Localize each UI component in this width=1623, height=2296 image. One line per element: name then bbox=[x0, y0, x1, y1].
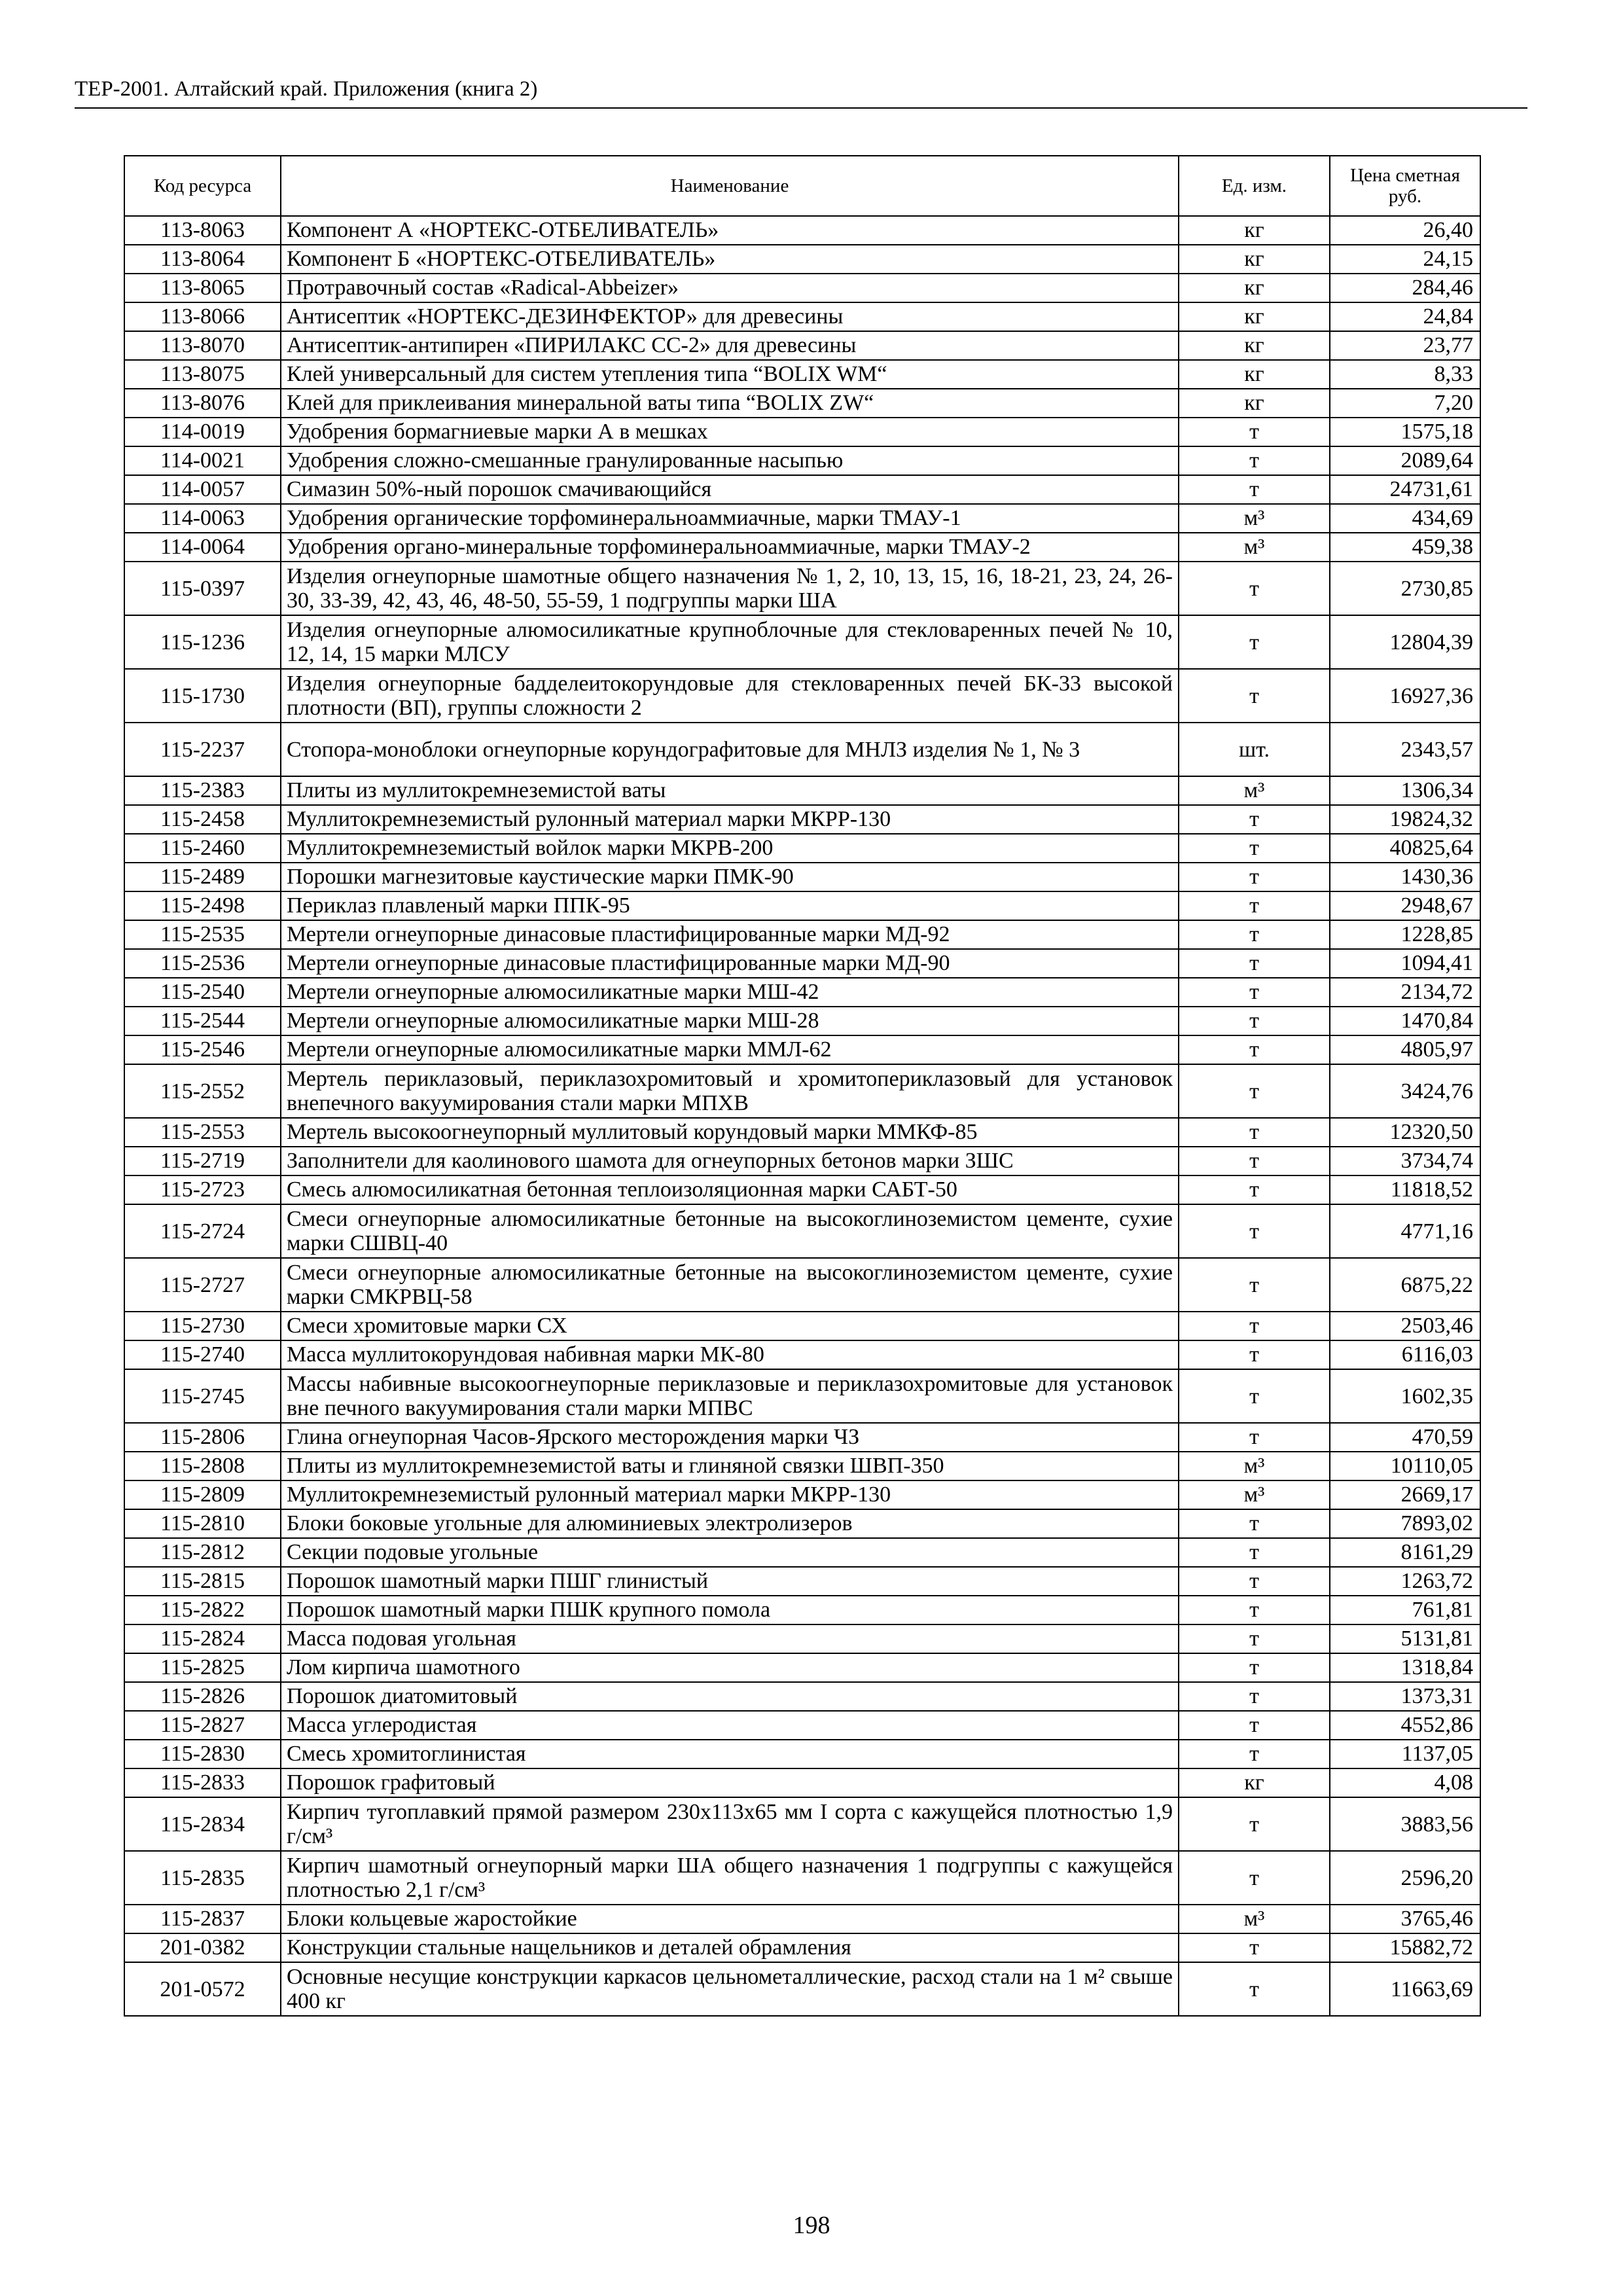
resource-name-cell: Кирпич шамотный огнеупорный марки ША общего назначения 1 подгруппы с кажущейся плотностью 2,1 г/см³ bbox=[281, 1851, 1179, 1905]
resource-code-cell: 115-2822 bbox=[124, 1596, 281, 1624]
price-cell: 5131,81 bbox=[1330, 1624, 1480, 1653]
resource-name-cell: Муллитокремнеземистый рулонный материал марки МКРР-130 bbox=[281, 805, 1179, 834]
unit-cell: т bbox=[1179, 1933, 1330, 1962]
unit-cell: т bbox=[1179, 1340, 1330, 1369]
column-header-price: Цена сметная руб. bbox=[1330, 156, 1480, 216]
table-row bbox=[124, 1768, 1480, 1797]
price-cell: 4,08 bbox=[1330, 1768, 1480, 1797]
running-header bbox=[75, 76, 1527, 109]
price-cell: 24,15 bbox=[1330, 245, 1480, 274]
unit-cell: т bbox=[1179, 1509, 1330, 1538]
unit-cell: т bbox=[1179, 1204, 1330, 1258]
resource-code-cell: 114-0019 bbox=[124, 418, 281, 446]
resource-name-cell: Муллитокремнеземистый войлок марки МКРВ-200 bbox=[281, 834, 1179, 863]
resource-name-cell: Стопора-моноблоки огнеупорные корундографитовые для МНЛЗ изделия № 1, № 3 bbox=[281, 723, 1179, 776]
table-row bbox=[124, 805, 1480, 834]
table-row bbox=[124, 669, 1480, 723]
table-row bbox=[124, 1118, 1480, 1147]
document-title: ТЕР-2001. Алтайский край. Приложения (книга 2) bbox=[75, 77, 538, 101]
table-row bbox=[124, 1064, 1480, 1118]
price-table-container bbox=[124, 155, 1480, 2017]
resource-name-cell: Симазин 50%-ный порошок смачивающийся bbox=[281, 475, 1179, 504]
unit-cell: т bbox=[1179, 1007, 1330, 1035]
table-row bbox=[124, 1851, 1480, 1905]
price-cell: 1137,05 bbox=[1330, 1740, 1480, 1768]
resource-name-cell: Порошок шамотный марки ПШК крупного помола bbox=[281, 1596, 1179, 1624]
unit-cell: т bbox=[1179, 562, 1330, 615]
price-cell: 7,20 bbox=[1330, 389, 1480, 418]
unit-cell: т bbox=[1179, 1064, 1330, 1118]
price-cell: 10110,05 bbox=[1330, 1452, 1480, 1480]
price-cell: 11663,69 bbox=[1330, 1962, 1480, 2016]
resource-name-cell: Мертели огнеупорные алюмосиликатные марки ММЛ-62 bbox=[281, 1035, 1179, 1064]
price-cell: 1318,84 bbox=[1330, 1653, 1480, 1682]
table-row bbox=[124, 533, 1480, 562]
resource-name-cell: Порошок шамотный марки ПШГ глинистый bbox=[281, 1567, 1179, 1596]
resource-name-cell: Мертель периклазовый, периклазохромитовый и хромитопериклазовый для установок внепечного вакуумирования стали марки МПХВ bbox=[281, 1064, 1179, 1118]
resource-name-cell: Смесь хромитоглинистая bbox=[281, 1740, 1179, 1768]
table-row bbox=[124, 1797, 1480, 1851]
price-cell: 3424,76 bbox=[1330, 1064, 1480, 1118]
price-cell: 6875,22 bbox=[1330, 1258, 1480, 1312]
unit-cell: кг bbox=[1179, 389, 1330, 418]
resource-code-cell: 115-2719 bbox=[124, 1147, 281, 1175]
price-cell: 15882,72 bbox=[1330, 1933, 1480, 1962]
unit-cell: м³ bbox=[1179, 504, 1330, 533]
resource-name-cell: Смесь алюмосиликатная бетонная теплоизоляционная марки САБТ-50 bbox=[281, 1175, 1179, 1204]
price-cell: 8,33 bbox=[1330, 360, 1480, 389]
unit-cell: т bbox=[1179, 920, 1330, 949]
price-cell: 1430,36 bbox=[1330, 863, 1480, 891]
resource-code-cell: 115-2498 bbox=[124, 891, 281, 920]
resource-name-cell: Муллитокремнеземистый рулонный материал марки МКРР-130 bbox=[281, 1480, 1179, 1509]
resource-code-cell: 115-2546 bbox=[124, 1035, 281, 1064]
resource-code-cell: 115-2825 bbox=[124, 1653, 281, 1682]
price-cell: 23,77 bbox=[1330, 331, 1480, 360]
resource-name-cell: Массы набивные высокоогнеупорные периклазовые и периклазохромитовые для установок вне печного вакуумирования стали марки МПВС bbox=[281, 1369, 1179, 1423]
table-row bbox=[124, 245, 1480, 274]
unit-cell: т bbox=[1179, 615, 1330, 669]
unit-cell: т bbox=[1179, 418, 1330, 446]
table-row bbox=[124, 920, 1480, 949]
price-cell: 434,69 bbox=[1330, 504, 1480, 533]
resource-name-cell: Смеси хромитовые марки СХ bbox=[281, 1312, 1179, 1340]
unit-cell: т bbox=[1179, 1423, 1330, 1452]
resource-name-cell: Удобрения органо-минеральные торфоминеральноаммиачные, марки ТМАУ-2 bbox=[281, 533, 1179, 562]
resource-code-cell: 201-0382 bbox=[124, 1933, 281, 1962]
unit-cell: кг bbox=[1179, 1768, 1330, 1797]
resource-name-cell: Смеси огнеупорные алюмосиликатные бетонные на высокоглиноземистом цементе, сухие марки СМКРВЦ-58 bbox=[281, 1258, 1179, 1312]
unit-cell: т bbox=[1179, 1147, 1330, 1175]
price-cell: 1575,18 bbox=[1330, 418, 1480, 446]
resource-code-cell: 113-8070 bbox=[124, 331, 281, 360]
resource-code-cell: 115-2830 bbox=[124, 1740, 281, 1768]
table-row bbox=[124, 1147, 1480, 1175]
resource-code-cell: 115-2827 bbox=[124, 1711, 281, 1740]
unit-cell: т bbox=[1179, 1851, 1330, 1905]
table-row bbox=[124, 389, 1480, 418]
resource-name-cell: Удобрения органические торфоминеральноаммиачные, марки ТМАУ-1 bbox=[281, 504, 1179, 533]
resource-code-cell: 115-2727 bbox=[124, 1258, 281, 1312]
resource-code-cell: 115-2460 bbox=[124, 834, 281, 863]
unit-cell: т bbox=[1179, 949, 1330, 978]
resource-name-cell: Порошок диатомитовый bbox=[281, 1682, 1179, 1711]
resource-code-cell: 113-8066 bbox=[124, 302, 281, 331]
resource-code-cell: 114-0064 bbox=[124, 533, 281, 562]
resource-code-cell: 113-8075 bbox=[124, 360, 281, 389]
table-header-row bbox=[124, 156, 1480, 216]
resource-code-cell: 115-2535 bbox=[124, 920, 281, 949]
table-row bbox=[124, 1369, 1480, 1423]
resource-name-cell: Компонент А «НОРТЕКС-ОТБЕЛИВАТЕЛЬ» bbox=[281, 216, 1179, 245]
price-cell: 6116,03 bbox=[1330, 1340, 1480, 1369]
table-row bbox=[124, 331, 1480, 360]
resource-code-cell: 115-2544 bbox=[124, 1007, 281, 1035]
price-cell: 40825,64 bbox=[1330, 834, 1480, 863]
unit-cell: т bbox=[1179, 1538, 1330, 1567]
table-row bbox=[124, 1653, 1480, 1682]
resource-code-cell: 115-2489 bbox=[124, 863, 281, 891]
resource-code-cell: 113-8076 bbox=[124, 389, 281, 418]
resource-name-cell: Мертели огнеупорные динасовые пластифицированные марки МД-90 bbox=[281, 949, 1179, 978]
table-row bbox=[124, 1682, 1480, 1711]
resource-name-cell: Изделия огнеупорные бадделеитокорундовые для стекловаренных печей БК-33 высокой плотности (ВП), группы сложности 2 bbox=[281, 669, 1179, 723]
table-row bbox=[124, 1740, 1480, 1768]
table-row bbox=[124, 1452, 1480, 1480]
unit-cell: т bbox=[1179, 863, 1330, 891]
unit-cell: м³ bbox=[1179, 1905, 1330, 1933]
resource-name-cell: Блоки боковые угольные для алюминиевых электролизеров bbox=[281, 1509, 1179, 1538]
resource-code-cell: 115-2810 bbox=[124, 1509, 281, 1538]
price-cell: 2948,67 bbox=[1330, 891, 1480, 920]
resource-name-cell: Клей универсальный для систем утепления типа “BOLIX WM“ bbox=[281, 360, 1179, 389]
table-row bbox=[124, 891, 1480, 920]
price-cell: 2669,17 bbox=[1330, 1480, 1480, 1509]
unit-cell: кг bbox=[1179, 216, 1330, 245]
table-row bbox=[124, 1204, 1480, 1258]
resource-code-cell: 113-8064 bbox=[124, 245, 281, 274]
price-cell: 470,59 bbox=[1330, 1423, 1480, 1452]
unit-cell: шт. bbox=[1179, 723, 1330, 776]
resource-code-cell: 115-2745 bbox=[124, 1369, 281, 1423]
table-row bbox=[124, 1423, 1480, 1452]
resource-name-cell: Протравочный состав «Radical-Abbeizer» bbox=[281, 274, 1179, 302]
table-row bbox=[124, 1312, 1480, 1340]
unit-cell: т bbox=[1179, 805, 1330, 834]
resource-name-cell: Периклаз плавленый марки ППК-95 bbox=[281, 891, 1179, 920]
resource-code-cell: 115-2553 bbox=[124, 1118, 281, 1147]
unit-cell: кг bbox=[1179, 360, 1330, 389]
resource-name-cell: Изделия огнеупорные алюмосиликатные крупноблочные для стекловаренных печей № 10, 12, 14, 15 марки МЛСУ bbox=[281, 615, 1179, 669]
resource-name-cell: Масса муллитокорундовая набивная марки МК-80 bbox=[281, 1340, 1179, 1369]
table-row bbox=[124, 1567, 1480, 1596]
table-row bbox=[124, 1480, 1480, 1509]
resource-name-cell: Мертель высокоогнеупорный муллитовый корундовый марки ММКФ-85 bbox=[281, 1118, 1179, 1147]
resource-name-cell: Мертели огнеупорные алюмосиликатные марки МШ-42 bbox=[281, 978, 1179, 1007]
resource-code-cell: 115-0397 bbox=[124, 562, 281, 615]
unit-cell: т bbox=[1179, 978, 1330, 1007]
column-header-unit: Ед. изм. bbox=[1179, 156, 1330, 216]
unit-cell: кг bbox=[1179, 274, 1330, 302]
resource-name-cell: Конструкции стальные нащельников и деталей обрамления bbox=[281, 1933, 1179, 1962]
price-cell: 4552,86 bbox=[1330, 1711, 1480, 1740]
resource-name-cell: Порошок графитовый bbox=[281, 1768, 1179, 1797]
resource-code-cell: 115-2815 bbox=[124, 1567, 281, 1596]
price-cell: 1094,41 bbox=[1330, 949, 1480, 978]
resource-code-cell: 115-2812 bbox=[124, 1538, 281, 1567]
resource-name-cell: Глина огнеупорная Часов-Ярского месторождения марки ЧЗ bbox=[281, 1423, 1179, 1452]
resource-name-cell: Масса углеродистая bbox=[281, 1711, 1179, 1740]
unit-cell: т bbox=[1179, 1797, 1330, 1851]
resource-code-cell: 115-2824 bbox=[124, 1624, 281, 1653]
table-row bbox=[124, 1596, 1480, 1624]
resource-code-cell: 115-2237 bbox=[124, 723, 281, 776]
resource-code-cell: 115-2383 bbox=[124, 776, 281, 805]
table-row bbox=[124, 360, 1480, 389]
unit-cell: т bbox=[1179, 475, 1330, 504]
resource-name-cell: Заполнители для каолинового шамота для огнеупорных бетонов марки ЗШС bbox=[281, 1147, 1179, 1175]
unit-cell: т bbox=[1179, 1567, 1330, 1596]
table-row bbox=[124, 302, 1480, 331]
price-cell: 3734,74 bbox=[1330, 1147, 1480, 1175]
page-number: 198 bbox=[793, 2212, 830, 2239]
resource-code-cell: 115-2536 bbox=[124, 949, 281, 978]
unit-cell: т bbox=[1179, 1118, 1330, 1147]
unit-cell: кг bbox=[1179, 245, 1330, 274]
resource-name-cell: Масса подовая угольная bbox=[281, 1624, 1179, 1653]
price-cell: 1470,84 bbox=[1330, 1007, 1480, 1035]
table-row bbox=[124, 475, 1480, 504]
table-row bbox=[124, 446, 1480, 475]
table-row bbox=[124, 1538, 1480, 1567]
table-row bbox=[124, 562, 1480, 615]
unit-cell: т bbox=[1179, 1369, 1330, 1423]
resource-name-cell: Удобрения сложно-смешанные гранулированные насыпью bbox=[281, 446, 1179, 475]
price-cell: 16927,36 bbox=[1330, 669, 1480, 723]
resource-code-cell: 115-2837 bbox=[124, 1905, 281, 1933]
resource-name-cell: Блоки кольцевые жаростойкие bbox=[281, 1905, 1179, 1933]
unit-cell: т bbox=[1179, 1596, 1330, 1624]
table-row bbox=[124, 863, 1480, 891]
resource-code-cell: 115-2806 bbox=[124, 1423, 281, 1452]
unit-cell: м³ bbox=[1179, 1452, 1330, 1480]
price-cell: 26,40 bbox=[1330, 216, 1480, 245]
resource-name-cell: Компонент Б «НОРТЕКС-ОТБЕЛИВАТЕЛЬ» bbox=[281, 245, 1179, 274]
unit-cell: т bbox=[1179, 1624, 1330, 1653]
unit-cell: кг bbox=[1179, 302, 1330, 331]
table-row bbox=[124, 1711, 1480, 1740]
resource-name-cell: Лом кирпича шамотного bbox=[281, 1653, 1179, 1682]
table-row bbox=[124, 723, 1480, 776]
resource-name-cell: Основные несущие конструкции каркасов цельнометаллические, расход стали на 1 м² свыше 400 кг bbox=[281, 1962, 1179, 2016]
table-body bbox=[124, 216, 1480, 2016]
resource-code-cell: 115-2540 bbox=[124, 978, 281, 1007]
unit-cell: т bbox=[1179, 1711, 1330, 1740]
resource-code-cell: 115-2834 bbox=[124, 1797, 281, 1851]
price-cell: 1602,35 bbox=[1330, 1369, 1480, 1423]
unit-cell: т bbox=[1179, 1258, 1330, 1312]
resource-name-cell: Плиты из муллитокремнеземистой ваты и глиняной связки ШВП-350 bbox=[281, 1452, 1179, 1480]
price-cell: 3765,46 bbox=[1330, 1905, 1480, 1933]
price-table bbox=[124, 155, 1481, 2017]
price-cell: 284,46 bbox=[1330, 274, 1480, 302]
unit-cell: т bbox=[1179, 891, 1330, 920]
unit-cell: т bbox=[1179, 669, 1330, 723]
price-cell: 1306,34 bbox=[1330, 776, 1480, 805]
resource-name-cell: Плиты из муллитокремнеземистой ваты bbox=[281, 776, 1179, 805]
price-cell: 7893,02 bbox=[1330, 1509, 1480, 1538]
resource-code-cell: 113-8065 bbox=[124, 274, 281, 302]
resource-name-cell: Удобрения бормагниевые марки А в мешках bbox=[281, 418, 1179, 446]
table-row bbox=[124, 1624, 1480, 1653]
resource-code-cell: 115-2835 bbox=[124, 1851, 281, 1905]
table-row bbox=[124, 418, 1480, 446]
table-row bbox=[124, 1905, 1480, 1933]
column-header-code: Код ресурса bbox=[124, 156, 281, 216]
unit-cell: т bbox=[1179, 1312, 1330, 1340]
price-cell: 4805,97 bbox=[1330, 1035, 1480, 1064]
unit-cell: т bbox=[1179, 834, 1330, 863]
unit-cell: т bbox=[1179, 1175, 1330, 1204]
table-row bbox=[124, 504, 1480, 533]
resource-code-cell: 115-2740 bbox=[124, 1340, 281, 1369]
unit-cell: м³ bbox=[1179, 776, 1330, 805]
resource-code-cell: 115-2730 bbox=[124, 1312, 281, 1340]
table-row bbox=[124, 1258, 1480, 1312]
price-cell: 2503,46 bbox=[1330, 1312, 1480, 1340]
resource-code-cell: 115-2552 bbox=[124, 1064, 281, 1118]
price-cell: 761,81 bbox=[1330, 1596, 1480, 1624]
price-cell: 12804,39 bbox=[1330, 615, 1480, 669]
price-cell: 8161,29 bbox=[1330, 1538, 1480, 1567]
resource-name-cell: Мертели огнеупорные алюмосиликатные марки МШ-28 bbox=[281, 1007, 1179, 1035]
price-cell: 4771,16 bbox=[1330, 1204, 1480, 1258]
table-row bbox=[124, 1175, 1480, 1204]
resource-code-cell: 114-0021 bbox=[124, 446, 281, 475]
table-row bbox=[124, 1340, 1480, 1369]
price-cell: 24731,61 bbox=[1330, 475, 1480, 504]
table-row bbox=[124, 978, 1480, 1007]
table-row bbox=[124, 1962, 1480, 2016]
unit-cell: кг bbox=[1179, 331, 1330, 360]
resource-code-cell: 115-2808 bbox=[124, 1452, 281, 1480]
table-row bbox=[124, 216, 1480, 245]
resource-code-cell: 201-0572 bbox=[124, 1962, 281, 2016]
price-cell: 2089,64 bbox=[1330, 446, 1480, 475]
price-cell: 1373,31 bbox=[1330, 1682, 1480, 1711]
resource-name-cell: Порошки магнезитовые каустические марки ПМК-90 bbox=[281, 863, 1179, 891]
table-row bbox=[124, 1035, 1480, 1064]
table-row bbox=[124, 1933, 1480, 1962]
resource-name-cell: Мертели огнеупорные динасовые пластифицированные марки МД-92 bbox=[281, 920, 1179, 949]
resource-code-cell: 115-1730 bbox=[124, 669, 281, 723]
table-row bbox=[124, 1007, 1480, 1035]
price-cell: 459,38 bbox=[1330, 533, 1480, 562]
resource-name-cell: Клей для приклеивания минеральной ваты типа “BOLIX ZW“ bbox=[281, 389, 1179, 418]
price-cell: 2730,85 bbox=[1330, 562, 1480, 615]
price-cell: 19824,32 bbox=[1330, 805, 1480, 834]
table-row bbox=[124, 615, 1480, 669]
price-cell: 1263,72 bbox=[1330, 1567, 1480, 1596]
resource-name-cell: Кирпич тугоплавкий прямой размером 230х113х65 мм I сорта с кажущейся плотностью 1,9 г/см³ bbox=[281, 1797, 1179, 1851]
price-cell: 12320,50 bbox=[1330, 1118, 1480, 1147]
price-cell: 2134,72 bbox=[1330, 978, 1480, 1007]
unit-cell: м³ bbox=[1179, 533, 1330, 562]
resource-code-cell: 115-2833 bbox=[124, 1768, 281, 1797]
table-row bbox=[124, 1509, 1480, 1538]
unit-cell: м³ bbox=[1179, 1480, 1330, 1509]
unit-cell: т bbox=[1179, 1682, 1330, 1711]
resource-code-cell: 115-2458 bbox=[124, 805, 281, 834]
resource-name-cell: Секции подовые угольные bbox=[281, 1538, 1179, 1567]
resource-name-cell: Антисептик «НОРТЕКС-ДЕЗИНФЕКТОР» для древесины bbox=[281, 302, 1179, 331]
resource-code-cell: 115-2809 bbox=[124, 1480, 281, 1509]
price-cell: 11818,52 bbox=[1330, 1175, 1480, 1204]
unit-cell: т bbox=[1179, 1035, 1330, 1064]
resource-code-cell: 115-2826 bbox=[124, 1682, 281, 1711]
resource-name-cell: Смеси огнеупорные алюмосиликатные бетонные на высокоглиноземистом цементе, сухие марки СШВЦ-40 bbox=[281, 1204, 1179, 1258]
price-cell: 24,84 bbox=[1330, 302, 1480, 331]
resource-name-cell: Антисептик-антипирен «ПИРИЛАКС СС-2» для древесины bbox=[281, 331, 1179, 360]
unit-cell: т bbox=[1179, 1653, 1330, 1682]
price-cell: 2343,57 bbox=[1330, 723, 1480, 776]
table-row bbox=[124, 274, 1480, 302]
resource-code-cell: 114-0063 bbox=[124, 504, 281, 533]
table-row bbox=[124, 949, 1480, 978]
table-row bbox=[124, 776, 1480, 805]
unit-cell: т bbox=[1179, 446, 1330, 475]
resource-code-cell: 114-0057 bbox=[124, 475, 281, 504]
price-cell: 3883,56 bbox=[1330, 1797, 1480, 1851]
column-header-name: Наименование bbox=[281, 156, 1179, 216]
resource-code-cell: 115-2724 bbox=[124, 1204, 281, 1258]
resource-code-cell: 113-8063 bbox=[124, 216, 281, 245]
table-row bbox=[124, 834, 1480, 863]
price-cell: 2596,20 bbox=[1330, 1851, 1480, 1905]
resource-code-cell: 115-2723 bbox=[124, 1175, 281, 1204]
price-cell: 1228,85 bbox=[1330, 920, 1480, 949]
resource-code-cell: 115-1236 bbox=[124, 615, 281, 669]
unit-cell: т bbox=[1179, 1740, 1330, 1768]
unit-cell: т bbox=[1179, 1962, 1330, 2016]
resource-name-cell: Изделия огнеупорные шамотные общего назначения № 1, 2, 10, 13, 15, 16, 18-21, 23, 24, 26-30, 33-39, 42, 43, 46, 48-50, 55-59, 1 подгруппы марки ША bbox=[281, 562, 1179, 615]
